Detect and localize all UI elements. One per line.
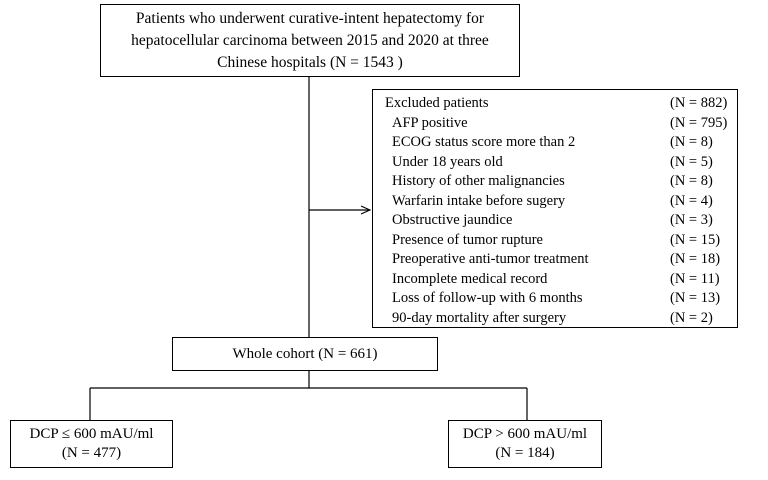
- exclusion-item-label: Obstructive jaundice: [392, 212, 513, 228]
- exclusion-item: [373, 114, 737, 134]
- exclusion-item-label: 90-day mortality after surgery: [392, 309, 567, 326]
- exclusion-item-label: Under 18 years old: [392, 153, 503, 170]
- exclusion-item-label: Loss of follow-up with 6 months: [392, 290, 583, 306]
- exclusion-item: [373, 289, 737, 309]
- initial-population-line-1: Patients who underwent curative-intent hepatectomy for: [135, 9, 485, 27]
- exclusion-heading-count: (N = 882): [670, 95, 728, 111]
- exclusion-item-count: (N = 4): [670, 192, 713, 209]
- dcp-low-label: DCP ≤ 600 mAU/ml: [29, 426, 154, 442]
- exclusion-item-count: (N = 15): [670, 231, 721, 248]
- exclusion-item-label: History of other malignancies: [392, 173, 565, 189]
- exclusion-item-count: (N = 13): [670, 290, 721, 306]
- dcp-high-count: (N = 184): [495, 445, 555, 461]
- exclusion-box: [372, 89, 738, 328]
- exclusion-item: [373, 270, 737, 290]
- exclusion-item: [373, 133, 737, 153]
- dcp-high-label: DCP > 600 mAU/ml: [462, 426, 588, 442]
- exclusion-item-label: Preoperative anti-tumor treatment: [392, 251, 589, 267]
- initial-population-box: [100, 4, 520, 77]
- whole-cohort-box: [172, 337, 438, 371]
- exclusion-item-count: (N = 11): [670, 270, 720, 287]
- exclusion-item-count: (N = 2): [670, 309, 713, 326]
- exclusion-item-label: Incomplete medical record: [392, 270, 548, 287]
- dcp-high-group-box: [448, 420, 602, 468]
- exclusion-heading-row: [373, 94, 737, 114]
- exclusion-item: [373, 211, 737, 231]
- exclusion-item: [373, 250, 737, 270]
- exclusion-item-count: (N = 18): [670, 251, 721, 267]
- exclusion-item-count: (N = 5): [670, 153, 713, 170]
- exclusion-item: [373, 153, 737, 173]
- dcp-low-count: (N = 477): [61, 445, 122, 461]
- exclusion-item-label: Presence of tumor rupture: [392, 231, 543, 248]
- exclusion-item: [373, 192, 737, 212]
- exclusion-item-label: AFP positive: [392, 114, 468, 131]
- exclusion-item-count: (N = 8): [670, 173, 713, 189]
- whole-cohort-label: Whole cohort (N = 661): [232, 345, 378, 362]
- exclusion-item-count: (N = 3): [670, 212, 713, 228]
- initial-population-line-2: hepatocellular carcinoma between 2015 and 2020 at three: [131, 31, 489, 49]
- exclusion-item: [373, 231, 737, 251]
- exclusion-item-label: ECOG status score more than 2: [392, 134, 576, 150]
- dcp-low-group-box: [10, 420, 173, 468]
- exclusion-item: [373, 172, 737, 192]
- exclusion-item-count: (N = 795): [670, 114, 728, 131]
- exclusion-heading: Excluded patients: [385, 95, 489, 111]
- exclusion-item: [373, 309, 737, 329]
- exclusion-item-count: (N = 8): [670, 134, 713, 150]
- exclusion-item-label: Warfarin intake before sugery: [392, 192, 566, 209]
- initial-population-line-3: Chinese hospitals (N = 1543 ): [217, 53, 403, 71]
